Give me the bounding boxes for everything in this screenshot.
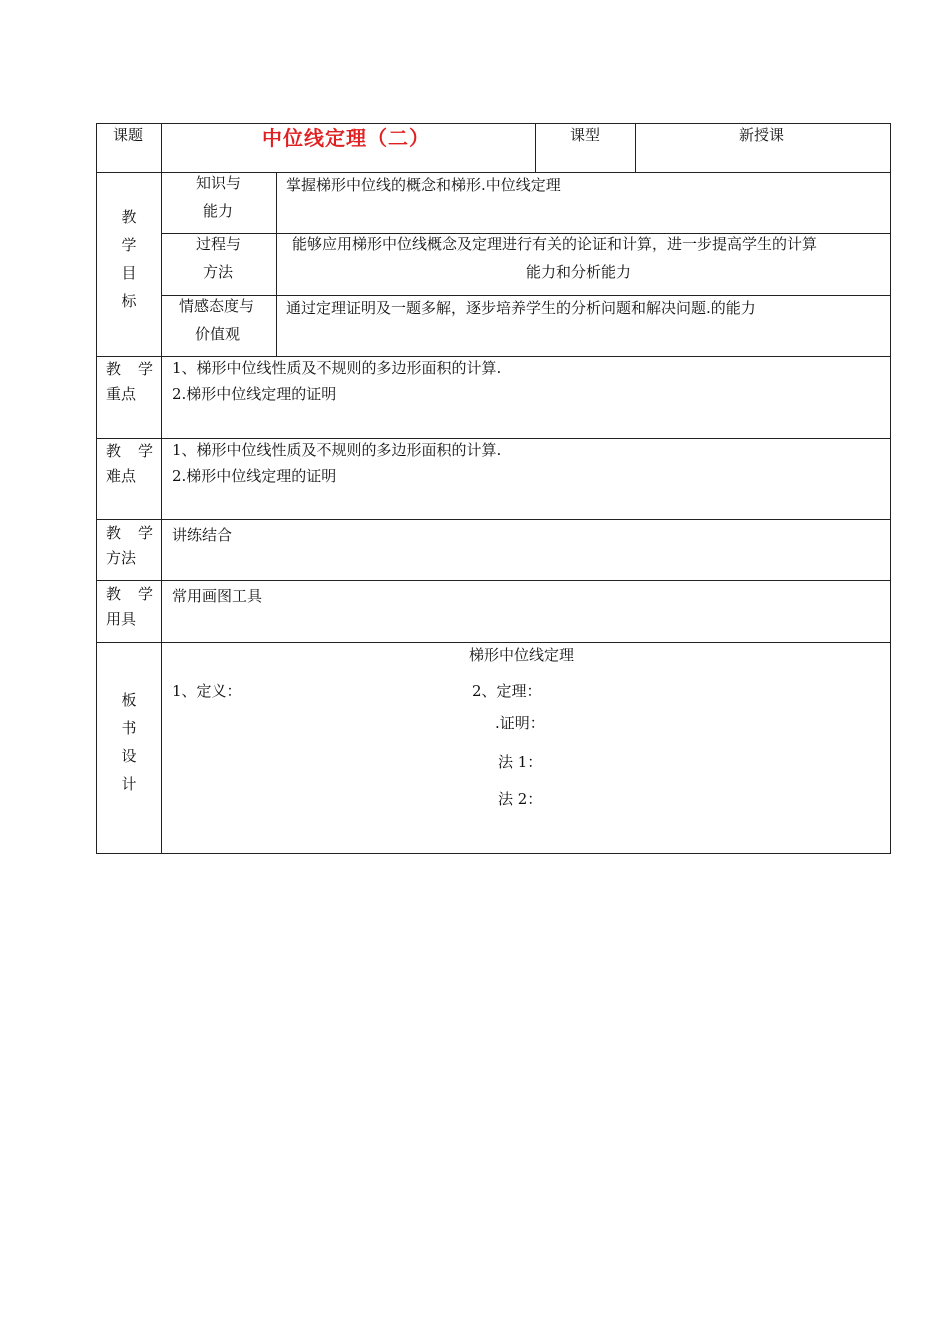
table-border-right — [890, 123, 891, 854]
board-design-label — [119, 686, 139, 798]
lesson-type-value: 新授课 — [739, 126, 785, 144]
table-border-bottom — [96, 853, 891, 854]
difficulties-label-char: 教 — [106, 442, 122, 460]
difficulties-label-line2: 难点 — [106, 467, 137, 485]
table-divider — [635, 123, 636, 173]
method-content: 讲练结合 — [172, 526, 233, 544]
tools-label-char: 教 — [106, 585, 122, 603]
table-border-left — [96, 123, 97, 854]
table-divider — [161, 295, 891, 296]
table-divider — [96, 580, 891, 581]
objective-label-attitude: 情感态度与 — [179, 297, 255, 315]
table-divider — [276, 172, 277, 357]
tools-label-line1 — [106, 583, 153, 604]
method-label-line2: 方法 — [106, 549, 137, 567]
objective-content-knowledge: 掌握梯形中位线的概念和梯形.中位线定理 — [286, 176, 561, 194]
method-label-line1 — [106, 522, 153, 543]
board-method-1: 法 1： — [498, 753, 543, 771]
objective-label-knowledge-line2: 能力 — [203, 202, 234, 220]
objectives-group-char: 学 — [121, 236, 137, 254]
objectives-group-label — [119, 203, 139, 315]
board-title: 梯形中位线定理 — [469, 646, 575, 664]
tools-content: 常用画图工具 — [172, 587, 263, 605]
objectives-group-char: 教 — [121, 208, 137, 226]
board-label-char: 板 — [121, 691, 137, 709]
table-divider — [96, 172, 891, 173]
board-label-char: 书 — [121, 719, 137, 737]
table-divider — [96, 438, 891, 439]
difficulties-line2: 2.梯形中位线定理的证明 — [172, 467, 337, 485]
key-points-label-char: 学 — [137, 360, 153, 378]
objectives-group-char: 标 — [121, 292, 137, 310]
method-label-char: 学 — [137, 524, 153, 542]
table-border-top — [96, 123, 891, 124]
tools-label-line2: 用具 — [106, 610, 137, 628]
key-points-label-char: 教 — [106, 360, 122, 378]
board-proof: .证明： — [495, 714, 545, 732]
table-divider — [535, 123, 536, 173]
board-definition: 1、定义： — [172, 682, 242, 700]
table-divider — [161, 233, 891, 234]
method-label-char: 教 — [106, 524, 122, 542]
objective-content-process: 能够应用梯形中位线概念及定理进行有关的论证和计算，进一步提高学生的计算 — [292, 235, 818, 253]
objective-label-process-line2: 方法 — [203, 263, 234, 281]
objective-label-knowledge: 知识与 — [196, 174, 242, 192]
table-divider — [96, 642, 891, 643]
topic-label: 课题 — [113, 126, 144, 144]
table-divider — [96, 519, 891, 520]
difficulties-label-line1 — [106, 440, 153, 461]
difficulties-line1: 1、梯形中位线性质及不规则的多边形面积的计算. — [172, 441, 502, 459]
key-points-line1: 1、梯形中位线性质及不规则的多边形面积的计算. — [172, 359, 502, 377]
table-divider — [161, 123, 162, 854]
board-method-2: 法 2： — [498, 790, 543, 808]
objective-label-attitude-line2: 价值观 — [195, 325, 241, 343]
topic-title: 中位线定理（二） — [262, 126, 430, 150]
board-label-char: 设 — [121, 747, 137, 765]
tools-label-char: 学 — [137, 585, 153, 603]
objectives-group-char: 目 — [121, 264, 137, 282]
key-points-line2: 2.梯形中位线定理的证明 — [172, 385, 337, 403]
objective-content-process-line2: 能力和分析能力 — [526, 263, 632, 281]
objective-content-attitude: 通过定理证明及一题多解，逐步培养学生的分析问题和解决问题.的能力 — [286, 299, 756, 317]
objective-label-process: 过程与 — [196, 235, 242, 253]
key-points-label-line2: 重点 — [106, 385, 137, 403]
difficulties-label-char: 学 — [137, 442, 153, 460]
board-theorem: 2、定理： — [472, 682, 542, 700]
key-points-label-line1 — [106, 358, 153, 379]
board-label-char: 计 — [121, 775, 137, 793]
table-divider — [96, 356, 891, 357]
lesson-type-label: 课型 — [570, 126, 601, 144]
